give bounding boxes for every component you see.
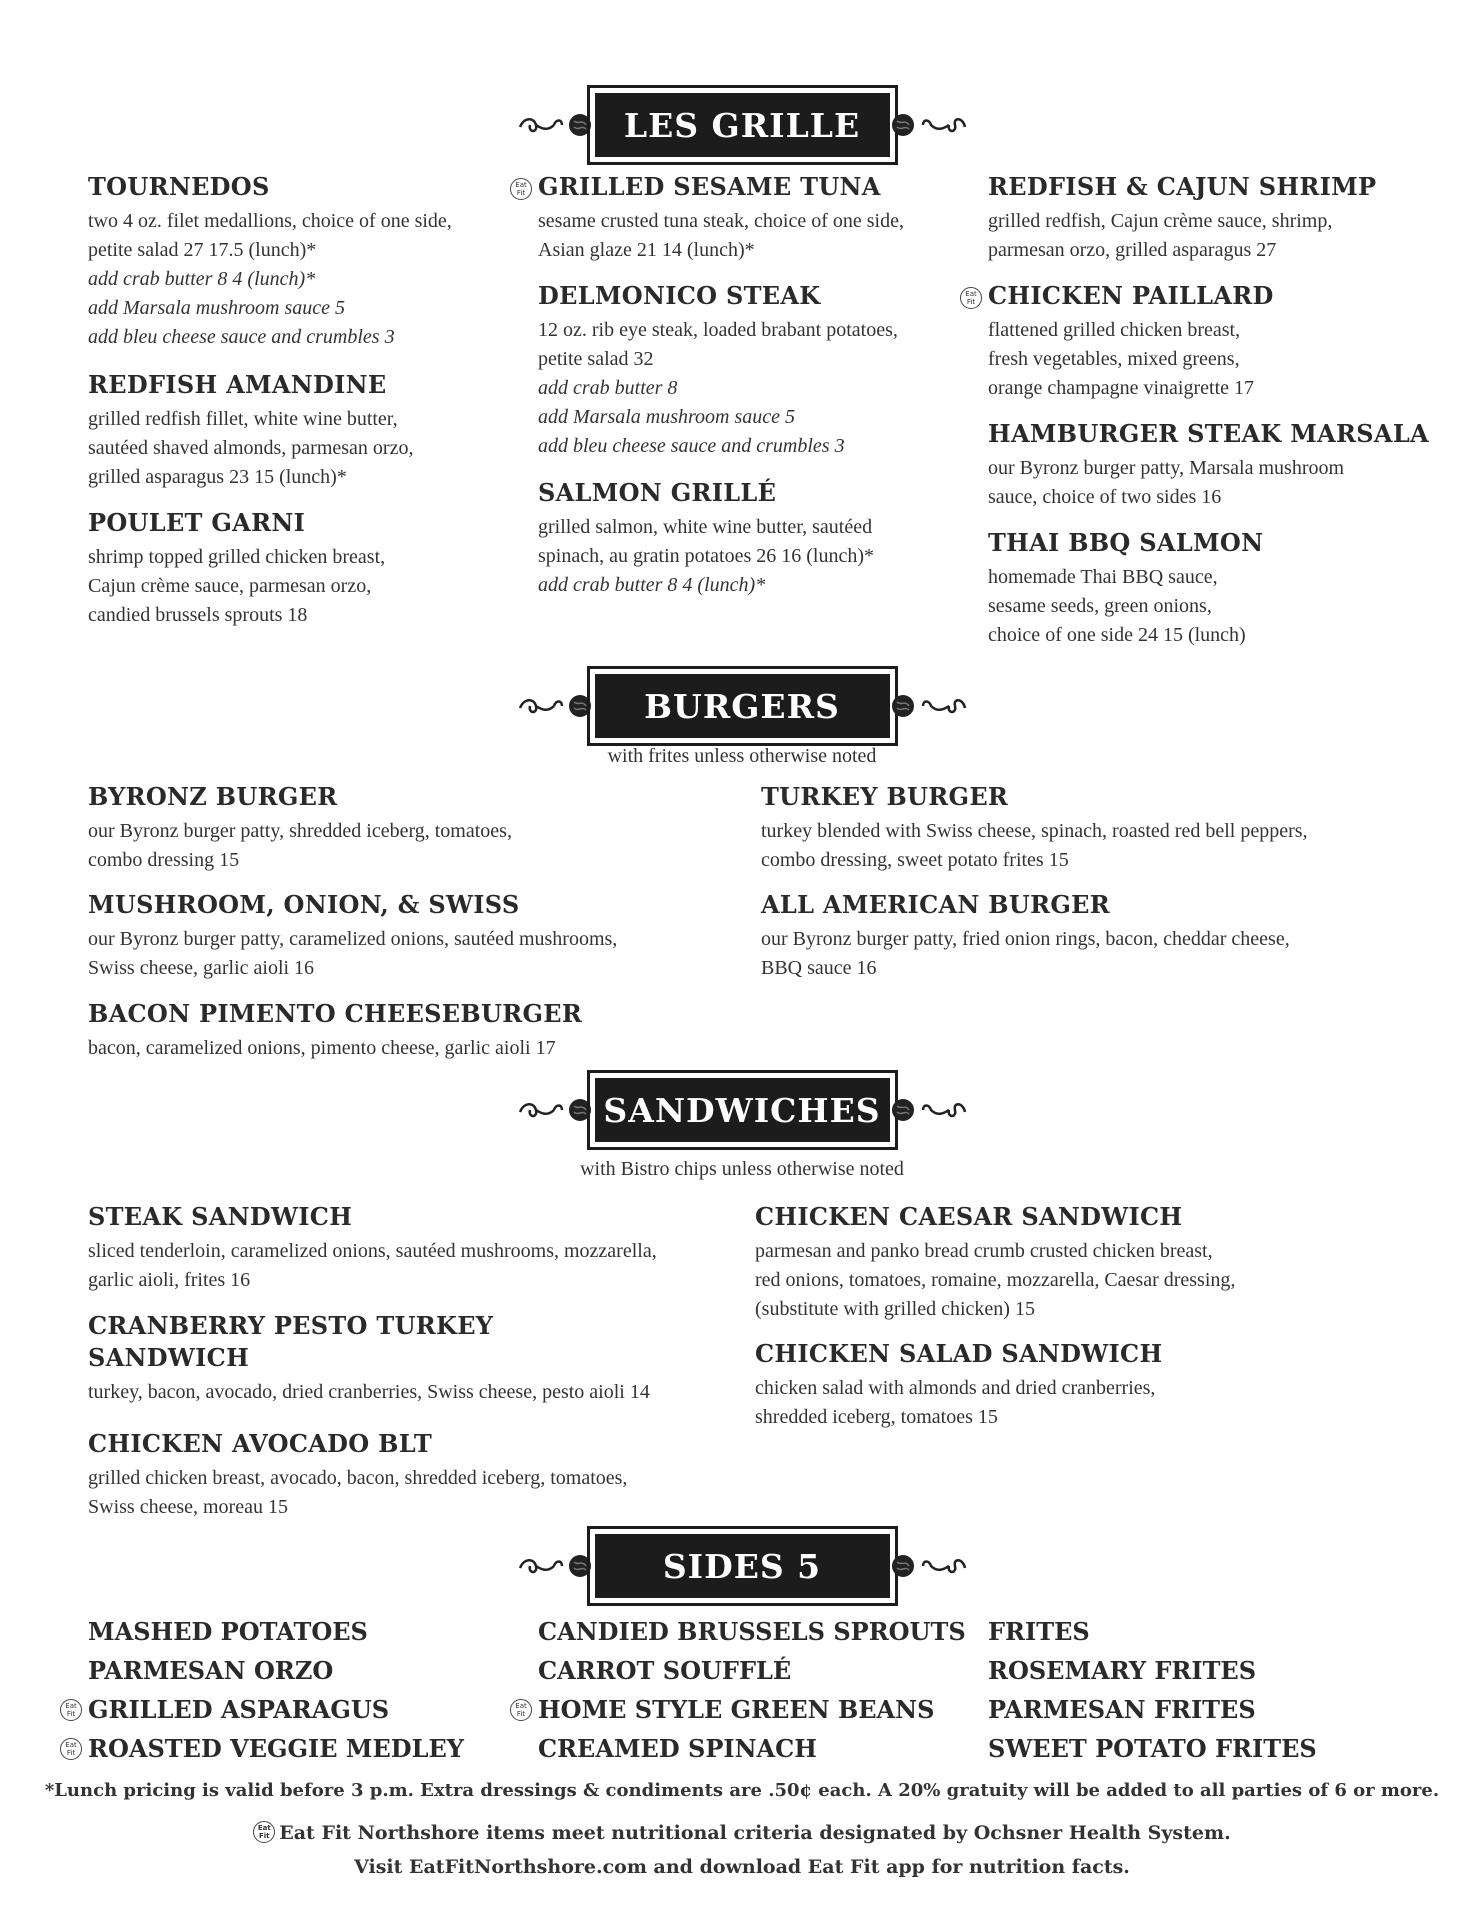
item-price: candied brussels sprouts 18 xyxy=(88,604,308,626)
item-description: chicken salad with almonds and dried cranberries, xyxy=(755,1377,1156,1399)
menu-item-tournedos xyxy=(88,171,452,352)
item-price: Swiss cheese, moreau 15 xyxy=(88,1496,288,1518)
item-description: sautéed shaved almonds, parmesan orzo, xyxy=(88,437,414,459)
left-flourish-icon xyxy=(518,109,598,141)
eat-fit-note-text: Eat Fit Northshore items meet nutritional criteria designated by Ochsner Health System. xyxy=(279,1822,1231,1844)
item-description: Cajun crème sauce, parmesan orzo, xyxy=(88,575,372,597)
item-description: turkey blended with Swiss cheese, spinach, roasted red bell peppers, xyxy=(761,820,1308,842)
menu-item-chicken-caesar-sandwich xyxy=(755,1201,1235,1324)
sides-banner xyxy=(0,1530,1484,1602)
item-description: parmesan and panko bread crumb crusted chicken breast, xyxy=(755,1240,1213,1262)
lunch-pricing-note: *Lunch pricing is valid before 3 p.m. Extra dressings & condiments are .50¢ each. A 20% gratuity will be added to all parties of 6 or more. xyxy=(44,1780,1440,1801)
item-price: shredded iceberg, tomatoes 15 xyxy=(755,1406,998,1428)
side-item: FRITES xyxy=(988,1617,1090,1646)
menu-item-mushroom-onion-swiss xyxy=(88,889,617,983)
right-flourish-icon xyxy=(887,109,967,141)
item-price: bacon, caramelized onions, pimento cheese, garlic aioli 17 xyxy=(88,1037,556,1059)
item-name: POULET GARNI xyxy=(88,508,306,537)
item-description: two 4 oz. filet medallions, choice of one side, xyxy=(88,210,452,232)
item-name: SALMON GRILLÉ xyxy=(538,478,777,507)
item-addon: add bleu cheese sauce and crumbles 3 xyxy=(538,435,845,457)
item-price: garlic aioli, frites 16 xyxy=(88,1269,251,1291)
item-name: BACON PIMENTO CHEESEBURGER xyxy=(88,999,583,1028)
menu-item-thai-bbq-salmon xyxy=(988,527,1263,650)
item-price: spinach, au gratin potatoes 26 16 (lunch)* xyxy=(538,545,875,567)
section-title: SANDWICHES xyxy=(603,1090,881,1130)
sandwiches-banner xyxy=(0,1074,1484,1146)
burgers-title-box xyxy=(595,674,890,738)
side-item: PARMESAN FRITES xyxy=(988,1695,1256,1724)
item-name: CRANBERRY PESTO TURKEY xyxy=(88,1311,494,1340)
item-price: (substitute with grilled chicken) 15 xyxy=(755,1298,1035,1320)
item-description: sliced tenderloin, caramelized onions, sautéed mushrooms, mozzarella, xyxy=(88,1240,657,1262)
item-price: petite salad 27 17.5 (lunch)* xyxy=(88,239,317,261)
side-item: ROSEMARY FRITES xyxy=(988,1656,1257,1685)
side-item: CARROT SOUFFLÉ xyxy=(538,1656,792,1685)
item-price: turkey, bacon, avocado, dried cranberries, Swiss cheese, pesto aioli 14 xyxy=(88,1381,650,1403)
item-description: our Byronz burger patty, caramelized onions, sautéed mushrooms, xyxy=(88,928,618,950)
item-addon: add crab butter 8 4 (lunch)* xyxy=(538,574,766,596)
item-description: our Byronz burger patty, Marsala mushroom xyxy=(988,457,1345,479)
menu-item-grilled-sesame-tuna xyxy=(538,171,904,265)
les-grille-title-box xyxy=(595,93,890,157)
item-price: orange champagne vinaigrette 17 xyxy=(988,377,1254,399)
sides-column-1 xyxy=(88,1612,464,1768)
left-flourish-icon xyxy=(518,1550,598,1582)
item-description: flattened grilled chicken breast, xyxy=(988,319,1241,341)
item-addon: add Marsala mushroom sauce 5 xyxy=(88,297,346,319)
side-item: CREAMED SPINACH xyxy=(538,1734,817,1763)
item-addon: add bleu cheese sauce and crumbles 3 xyxy=(88,326,395,348)
eat-fit-icon: Eat Fit xyxy=(60,1738,82,1760)
item-description: sesame crusted tuna steak, choice of one side, xyxy=(538,210,904,232)
menu-item-byronz-burger xyxy=(88,781,512,875)
item-price: choice of one side 24 15 (lunch) xyxy=(988,624,1246,646)
sides-column-2 xyxy=(538,1612,966,1768)
item-name: CHICKEN CAESAR SANDWICH xyxy=(755,1202,1183,1231)
menu-item-chicken-salad-sandwich xyxy=(755,1338,1162,1432)
item-name: REDFISH AMANDINE xyxy=(88,370,387,399)
item-description: shrimp topped grilled chicken breast, xyxy=(88,546,386,568)
item-name: GRILLED SESAME TUNA xyxy=(538,172,881,201)
item-description: fresh vegetables, mixed greens, xyxy=(988,348,1240,370)
item-name: CHICKEN SALAD SANDWICH xyxy=(755,1339,1163,1368)
section-title: SIDES 5 xyxy=(662,1546,822,1586)
eat-fit-icon: Eat Fit xyxy=(60,1699,82,1721)
menu-item-hamburger-steak-marsala xyxy=(988,418,1429,512)
menu-item-poulet-garni xyxy=(88,507,385,630)
item-name: ALL AMERICAN BURGER xyxy=(761,890,1110,919)
item-name: BYRONZ BURGER xyxy=(88,782,338,811)
item-price: combo dressing 15 xyxy=(88,849,240,871)
burgers-banner xyxy=(0,670,1484,742)
eat-fit-icon: Eat Fit xyxy=(510,178,532,200)
item-description: our Byronz burger patty, fried onion rings, bacon, cheddar cheese, xyxy=(761,928,1290,950)
item-name: MUSHROOM, ONION, & SWISS xyxy=(88,890,520,919)
item-description: homemade Thai BBQ sauce, xyxy=(988,566,1218,588)
menu-item-cranberry-pesto-turkey-sandwich xyxy=(88,1310,650,1407)
item-name: STEAK SANDWICH xyxy=(88,1202,353,1231)
sandwiches-title-box xyxy=(595,1078,890,1142)
item-name: REDFISH & CAJUN SHRIMP xyxy=(988,172,1377,201)
burgers-subtitle: with frites unless otherwise noted xyxy=(607,745,877,767)
side-item: ROASTED VEGGIE MEDLEY xyxy=(88,1734,464,1763)
menu-item-bacon-pimento-cheeseburger xyxy=(88,998,582,1063)
menu-item-steak-sandwich xyxy=(88,1201,657,1295)
right-flourish-icon xyxy=(887,1550,967,1582)
item-price: sauce, choice of two sides 16 xyxy=(988,486,1222,508)
item-price: Asian glaze 21 14 (lunch)* xyxy=(538,239,755,261)
menu-item-all-american-burger xyxy=(761,889,1290,983)
eat-fit-icon: Eat Fit xyxy=(253,1821,275,1843)
item-price: grilled asparagus 23 15 (lunch)* xyxy=(88,466,347,488)
menu-item-delmonico-steak xyxy=(538,280,898,461)
menu-item-redfish-amandine xyxy=(88,369,413,492)
item-name: CHICKEN PAILLARD xyxy=(988,281,1274,310)
side-item: MASHED POTATOES xyxy=(88,1617,368,1646)
menu-item-salmon-grille xyxy=(538,477,874,600)
item-description: 12 oz. rib eye steak, loaded brabant potatoes, xyxy=(538,319,898,341)
les-grille-banner xyxy=(0,89,1484,161)
item-addon: add crab butter 8 xyxy=(538,377,678,399)
eat-fit-icon: Eat Fit xyxy=(510,1699,532,1721)
item-name: TOURNEDOS xyxy=(88,172,270,201)
menu-item-redfish-cajun-shrimp xyxy=(988,171,1376,265)
eat-fit-icon: Eat Fit xyxy=(960,287,982,309)
section-title: BURGERS xyxy=(644,686,840,726)
item-price: combo dressing, sweet potato frites 15 xyxy=(761,849,1069,871)
sides-column-3 xyxy=(988,1612,1317,1768)
menu-item-chicken-avocado-blt xyxy=(88,1428,627,1522)
item-addon: add Marsala mushroom sauce 5 xyxy=(538,406,796,428)
item-addon: add crab butter 8 4 (lunch)* xyxy=(88,268,316,290)
left-flourish-icon xyxy=(518,690,598,722)
eat-fit-note xyxy=(0,1822,1484,1845)
item-price: BBQ sauce 16 xyxy=(761,957,877,979)
item-description: grilled chicken breast, avocado, bacon, shredded iceberg, tomatoes, xyxy=(88,1467,628,1489)
side-item: CANDIED BRUSSELS SPROUTS xyxy=(538,1617,966,1646)
menu-item-turkey-burger xyxy=(761,781,1308,875)
section-title: LES GRILLE xyxy=(623,105,861,145)
item-price: petite salad 32 xyxy=(538,348,654,370)
item-description: grilled redfish fillet, white wine butter, xyxy=(88,408,398,430)
sides-title-box xyxy=(595,1534,890,1598)
item-name: THAI BBQ SALMON xyxy=(988,528,1264,557)
eat-fit-link-note: Visit EatFitNorthshore.com and download Eat Fit app for nutrition facts. xyxy=(354,1856,1130,1878)
item-name: DELMONICO STEAK xyxy=(538,281,821,310)
side-item: PARMESAN ORZO xyxy=(88,1656,334,1685)
menu-item-chicken-paillard xyxy=(988,280,1274,403)
left-flourish-icon xyxy=(518,1094,598,1126)
item-price: Swiss cheese, garlic aioli 16 xyxy=(88,957,315,979)
item-description: red onions, tomatoes, romaine, mozzarella, Caesar dressing, xyxy=(755,1269,1236,1291)
item-name: HAMBURGER STEAK MARSALA xyxy=(988,419,1429,448)
side-item: SWEET POTATO FRITES xyxy=(988,1734,1317,1763)
item-name: TURKEY BURGER xyxy=(761,782,1009,811)
right-flourish-icon xyxy=(887,690,967,722)
sandwiches-subtitle: with Bistro chips unless otherwise noted xyxy=(580,1158,904,1180)
right-flourish-icon xyxy=(887,1094,967,1126)
side-item: GRILLED ASPARAGUS xyxy=(88,1695,390,1724)
item-description: our Byronz burger patty, shredded iceberg, tomatoes, xyxy=(88,820,512,842)
item-description: sesame seeds, green onions, xyxy=(988,595,1212,617)
item-name-continued: SANDWICH xyxy=(88,1343,250,1372)
item-price: parmesan orzo, grilled asparagus 27 xyxy=(988,239,1277,261)
item-name: CHICKEN AVOCADO BLT xyxy=(88,1429,433,1458)
item-description: grilled redfish, Cajun crème sauce, shrimp, xyxy=(988,210,1333,232)
side-item: HOME STYLE GREEN BEANS xyxy=(538,1695,935,1724)
item-description: grilled salmon, white wine butter, sautéed xyxy=(538,516,873,538)
